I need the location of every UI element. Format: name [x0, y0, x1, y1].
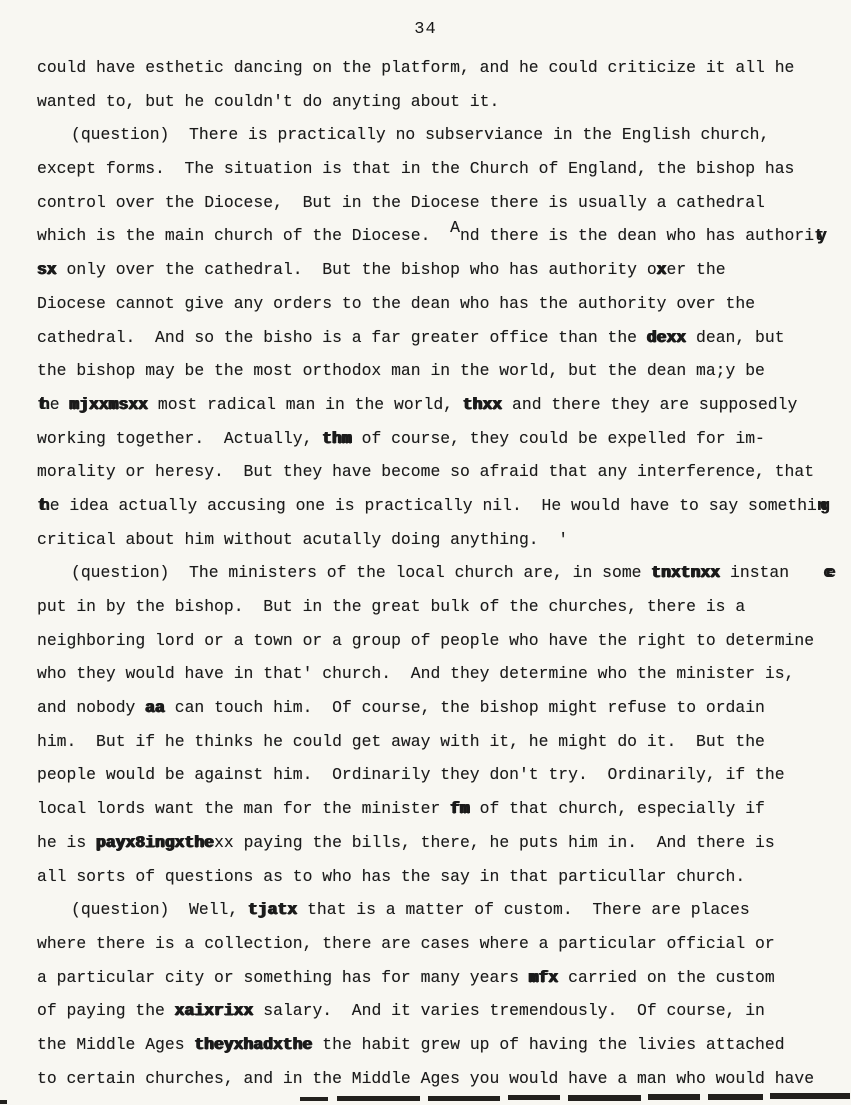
overstruck-text: mfx [528, 967, 559, 987]
text-block [37, 51, 837, 1095]
overstruck-text: theyxhadxthe [194, 1034, 313, 1054]
text-segment: (question) Well, [71, 900, 249, 920]
text-line [37, 893, 837, 927]
text-segment: salary. And it varies tremendously. Of course, in [253, 1001, 765, 1021]
text-segment: can touch him. Of course, the bishop might refuse to ordain [164, 698, 765, 718]
text-line [37, 1028, 837, 1062]
overstruck-text: thxx [462, 394, 503, 414]
text-segment: he is [37, 832, 97, 852]
text-segment: nd there is the dean who has authori [459, 226, 815, 246]
text-segment: most radical man in the world, [148, 394, 463, 414]
text-segment: to certain churches, and in the Middle Ages you would have a man who would have [37, 1068, 815, 1088]
text-line [37, 152, 837, 186]
text-line [37, 758, 837, 792]
scan-artifact-dash [770, 1093, 850, 1099]
overstruck-text: dexx [646, 327, 687, 347]
text-line [37, 219, 837, 253]
overstruck-text: mjxxmsxx [69, 394, 149, 414]
text-segment: working together. Actually, [37, 428, 323, 448]
scan-artifact-dash [568, 1095, 641, 1101]
text-line [37, 51, 837, 85]
text-segment: except forms. The situation is that in the Church of England, the bishop has [37, 159, 795, 179]
overtyped-chars: ng [816, 495, 823, 515]
text-line [37, 253, 837, 287]
text-segment: control over the Diocese, But in the Diocese there is usually a cathedral [37, 192, 765, 212]
overstruck-text: x [656, 260, 667, 280]
text-line [37, 657, 837, 691]
text-line [37, 994, 837, 1028]
text-line [37, 523, 837, 557]
text-line [37, 691, 837, 725]
text-segment: of paying the [37, 1001, 175, 1021]
overstruck-text: fm [450, 799, 470, 819]
scan-artifact-dash [0, 1100, 7, 1104]
text-line [37, 556, 837, 590]
text-line [37, 725, 837, 759]
text-segment: all sorts of questions as to who has the say in that particullar church. [37, 866, 746, 886]
text-line [37, 186, 837, 220]
overtyped-chars: ce [823, 563, 829, 583]
text-line [37, 624, 837, 658]
scan-artifact-dash [337, 1096, 420, 1101]
text-segment: the habit grew up of having the livies attached [312, 1034, 785, 1054]
text-segment: and there they are supposedly [502, 394, 798, 414]
text-segment: who they would have in that' church. And they determine who the minister is, [37, 664, 795, 684]
text-line [37, 388, 837, 422]
overtyped-chars: th [37, 495, 43, 515]
text-segment: Diocese cannot give any orders to the dean who has the authority over the [37, 293, 756, 313]
text-line [37, 489, 837, 523]
text-segment: (question) The ministers of the local church are, in some [71, 563, 652, 583]
text-line [37, 961, 837, 995]
text-segment: xx paying the bills, there, he puts him in. And there is [214, 832, 775, 852]
scan-artifact-dash [648, 1094, 700, 1100]
text-segment: and nobody [37, 698, 146, 718]
scan-artifact-dash [300, 1097, 328, 1101]
text-segment: put in by the bishop. But in the great bulk of the churches, there is a [37, 597, 746, 616]
scan-artifact-dash [708, 1094, 763, 1100]
text-segment: carried on the custom [558, 967, 775, 987]
text-segment: critical about him without acutally doing anything. ' [37, 529, 569, 549]
overstruck-text: thm [322, 428, 352, 448]
text-segment: neighboring lord or a town or a group of people who have the right to determine [37, 630, 815, 650]
overstruck-text: payx8ingxthe [96, 832, 215, 852]
text-segment: him. But if he thinks he could get away with it, he might do it. But the [37, 731, 765, 751]
overstruck-text: tnxtnxx [651, 563, 721, 583]
text-segment: where there is a collection, there are cases where a particular official or [37, 933, 775, 953]
text-segment: only over the cathedral. But the bishop who has authority o [56, 260, 657, 280]
text-segment: er the [666, 260, 726, 280]
text-line [37, 422, 837, 456]
text-segment: dean, but [686, 327, 785, 347]
text-line [37, 826, 837, 860]
text-line [37, 1062, 837, 1096]
overstruck-text: tjatx [248, 900, 298, 920]
text-line [37, 118, 837, 152]
page-number: 34 [414, 20, 437, 39]
overtyped-chars: ty [814, 226, 820, 246]
text-segment: cathedral. And so the bisho is a far greater office than the [37, 327, 647, 347]
text-segment: wanted to, but he couldn't do anyting about it. [37, 91, 500, 111]
text-segment: of course, they could be expelled for im- [351, 428, 765, 448]
text-line [37, 792, 837, 826]
text-segment: the bishop may be the most orthodox man in the world, but the dean ma;y be [37, 361, 765, 381]
text-segment: could have esthetic dancing on the platform, and he could criticize it all he [37, 58, 795, 77]
text-segment: e [49, 394, 70, 414]
text-segment: which is the main church of the Diocese. [37, 226, 451, 246]
overtyped-chars: th [37, 394, 43, 414]
text-segment: e idea actually accusing one is practically nil. He would have to say somethi [49, 495, 817, 515]
text-segment: that is a matter of custom. There are places [297, 900, 750, 920]
text-line [37, 321, 837, 355]
text-line [37, 590, 837, 624]
text-segment: (question) There is practically no subserviance in the English church, [71, 125, 770, 145]
text-segment: instan [720, 563, 790, 583]
text-line [37, 354, 837, 388]
scan-artifact-dash [508, 1095, 560, 1100]
scan-artifact-dash [428, 1096, 500, 1101]
text-segment: of that church, especially if [469, 799, 765, 819]
text-line [37, 455, 837, 489]
text-line [37, 927, 837, 961]
text-line [37, 287, 837, 321]
text-segment: people would be against him. Ordinarily they don't try. Ordinarily, if the [37, 765, 785, 785]
overstruck-text: sx [37, 260, 57, 280]
text-segment: the Middle Ages [37, 1034, 195, 1054]
overstruck-text: aa [145, 698, 165, 718]
text-line [37, 860, 837, 894]
text-segment: a particular city or something has for many years [37, 967, 529, 987]
text-segment: local lords want the man for the minister [37, 799, 451, 819]
raised-char: A [450, 218, 460, 238]
overstruck-text: xaixrixx [174, 1001, 254, 1021]
text-segment: morality or heresy. But they have become so afraid that any interference, that [37, 462, 815, 482]
text-line [37, 85, 837, 119]
